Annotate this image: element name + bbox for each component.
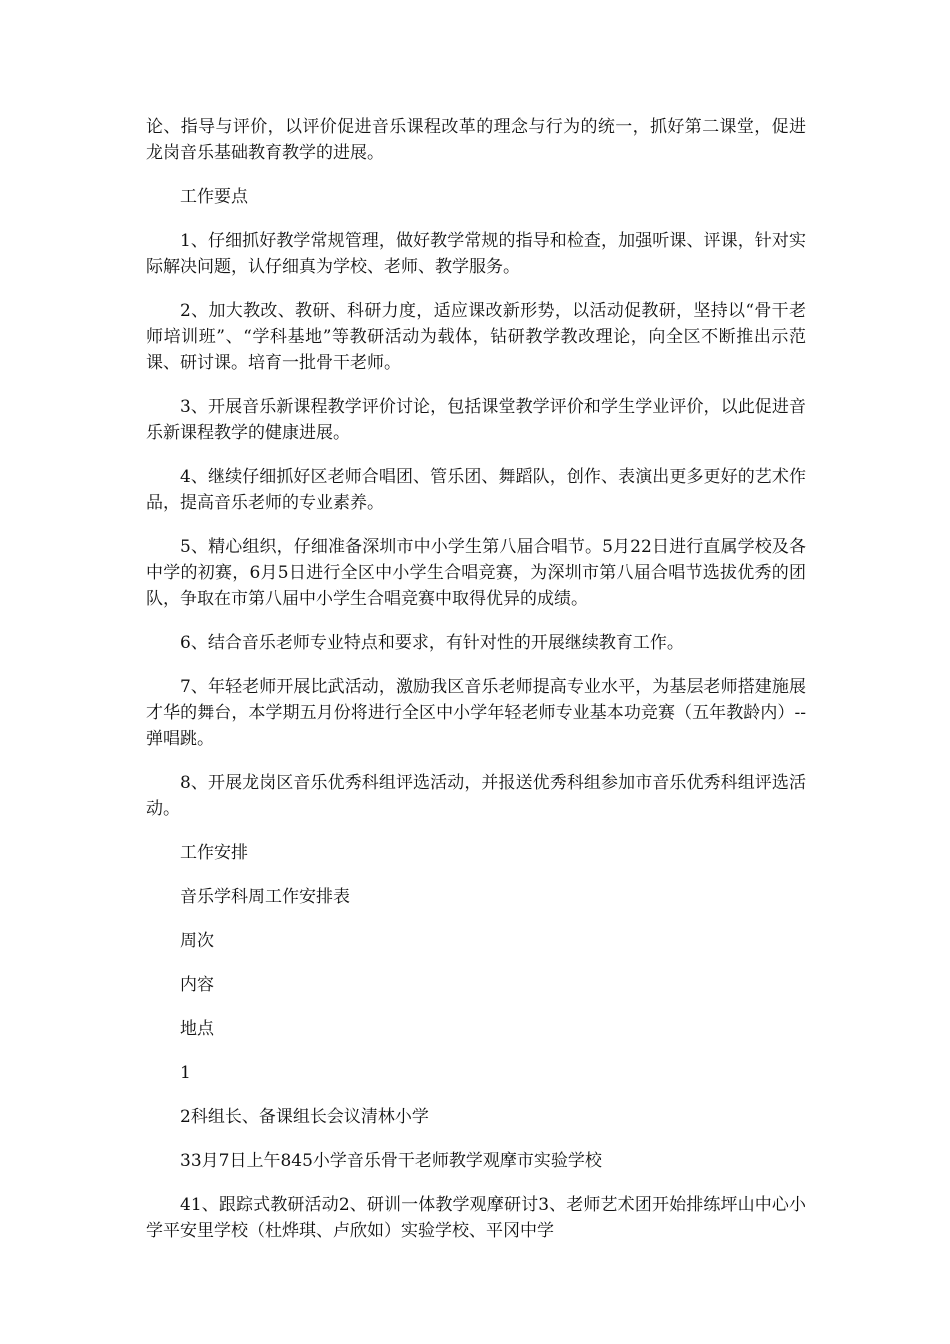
schedule-header-location: 地点 (180, 1019, 214, 1039)
work-point-1: 1、仔细抓好教学常规管理，做好教学常规的指导和检查，加强听课、评课，针对实际解决问题，认仔细真为学校、老师、教学服务。 (146, 231, 806, 277)
document-body (146, 114, 806, 1262)
paragraph-continuation: 论、指导与评价，以评价促进音乐课程改革的理念与行为的统一，抓好第二课堂，促进龙岗音乐基础教育教学的进展。 (146, 117, 806, 163)
schedule-table-title: 音乐学科周工作安排表 (180, 887, 350, 907)
schedule-header-week: 周次 (180, 931, 214, 951)
work-point-3: 3、开展音乐新课程教学评价讨论，包括课堂教学评价和学生学业评价，以此促进音乐新课程教学的健康进展。 (146, 397, 806, 443)
heading-work-points: 工作要点 (180, 187, 248, 207)
schedule-row-3: 33月7日上午845小学音乐骨干老师教学观摩市实验学校 (180, 1151, 602, 1171)
work-point-6: 6、结合音乐老师专业特点和要求，有针对性的开展继续教育工作。 (180, 633, 684, 653)
work-point-4: 4、继续仔细抓好区老师合唱团、管乐团、舞蹈队，创作、表演出更多更好的艺术作品，提高音乐老师的专业素养。 (146, 467, 806, 513)
schedule-header-content: 内容 (180, 975, 214, 995)
work-point-8: 8、开展龙岗区音乐优秀科组评选活动，并报送优秀科组参加市音乐优秀科组评选活动。 (146, 773, 806, 819)
schedule-row-1: 1 (180, 1063, 191, 1083)
heading-work-schedule: 工作安排 (180, 843, 248, 863)
work-point-5: 5、精心组织，仔细准备深圳市中小学生第八届合唱节。5月22日进行直属学校及各中学的初赛，6月5日进行全区中小学生合唱竞赛，为深圳市第八届合唱节选拔优秀的团队，争取在市第八届中小学生合唱竞赛中取得优异的成绩。 (146, 537, 806, 609)
work-point-2: 2、加大教改、教研、科研力度，适应课改新形势，以活动促教研，坚持以“骨干老师培训班”、“学科基地”等教研活动为载体，钻研教学教改理论，向全区不断推出示范课、研讨课。培育一批骨干老师。 (146, 301, 806, 373)
work-point-7: 7、年轻老师开展比武活动，激励我区音乐老师提高专业水平，为基层老师搭建施展才华的舞台，本学期五月份将进行全区中小学年轻老师专业基本功竞赛（五年教龄内）--弹唱跳。 (146, 677, 806, 749)
schedule-row-4: 41、跟踪式教研活动2、研训一体教学观摩研讨3、老师艺术团开始排练坪山中心小学平安里学校（杜烨琪、卢欣如）实验学校、平冈中学 (146, 1195, 806, 1241)
schedule-row-2: 2科组长、备课组长会议清林小学 (180, 1107, 429, 1127)
